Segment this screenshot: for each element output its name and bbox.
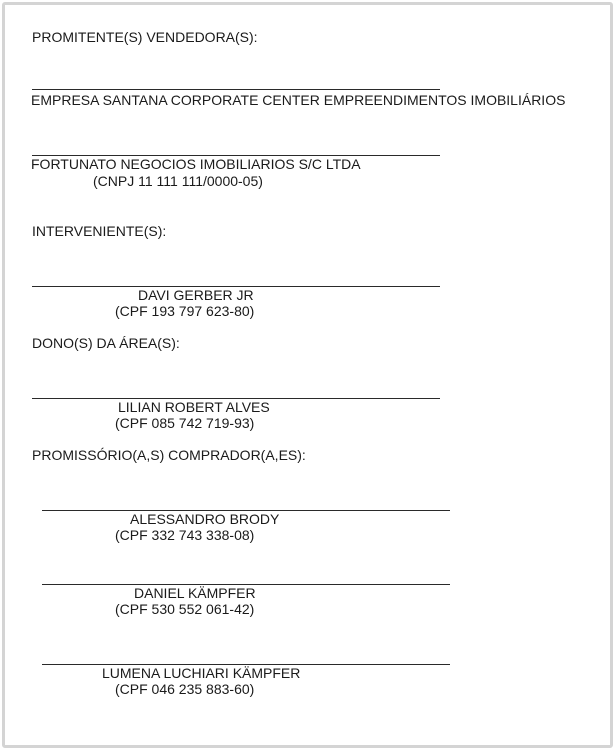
seller-id: (CNPJ 11 111 111/0000-05) (93, 173, 263, 189)
sellers-heading: PROMITENTE(S) VENDEDORA(S): (32, 29, 258, 45)
buyer-id: (CPF 046 235 883-60) (115, 681, 255, 697)
intervening-id: (CPF 193 797 623-80) (115, 303, 255, 319)
signature-line (32, 89, 440, 90)
seller-name: FORTUNATO NEGOCIOS IMOBILIARIOS S/C LTDA (31, 156, 361, 172)
buyer-id: (CPF 332 743 338-08) (115, 527, 255, 543)
document-frame (2, 2, 613, 748)
seller-name: EMPRESA SANTANA CORPORATE CENTER EMPREENDIMENTOS IMOBILIÁRIOS (31, 92, 566, 108)
owner-name: LILIAN ROBERT ALVES (118, 399, 270, 415)
buyer-name: LUMENA LUCHIARI KÄMPFER (102, 665, 301, 681)
buyers-heading: PROMISSÓRIO(A,S) COMPRADOR(A,ES): (32, 447, 306, 463)
buyer-name: ALESSANDRO BRODY (130, 511, 280, 527)
intervening-name: DAVI GERBER JR (138, 287, 254, 303)
buyer-name: DANIEL KÄMPFER (134, 585, 256, 601)
owners-heading: DONO(S) DA ÁREA(S): (32, 335, 180, 351)
owner-id: (CPF 085 742 719-93) (115, 415, 255, 431)
buyer-id: (CPF 530 552 061-42) (115, 601, 255, 617)
intervening-heading: INTERVENIENTE(S): (32, 223, 167, 239)
